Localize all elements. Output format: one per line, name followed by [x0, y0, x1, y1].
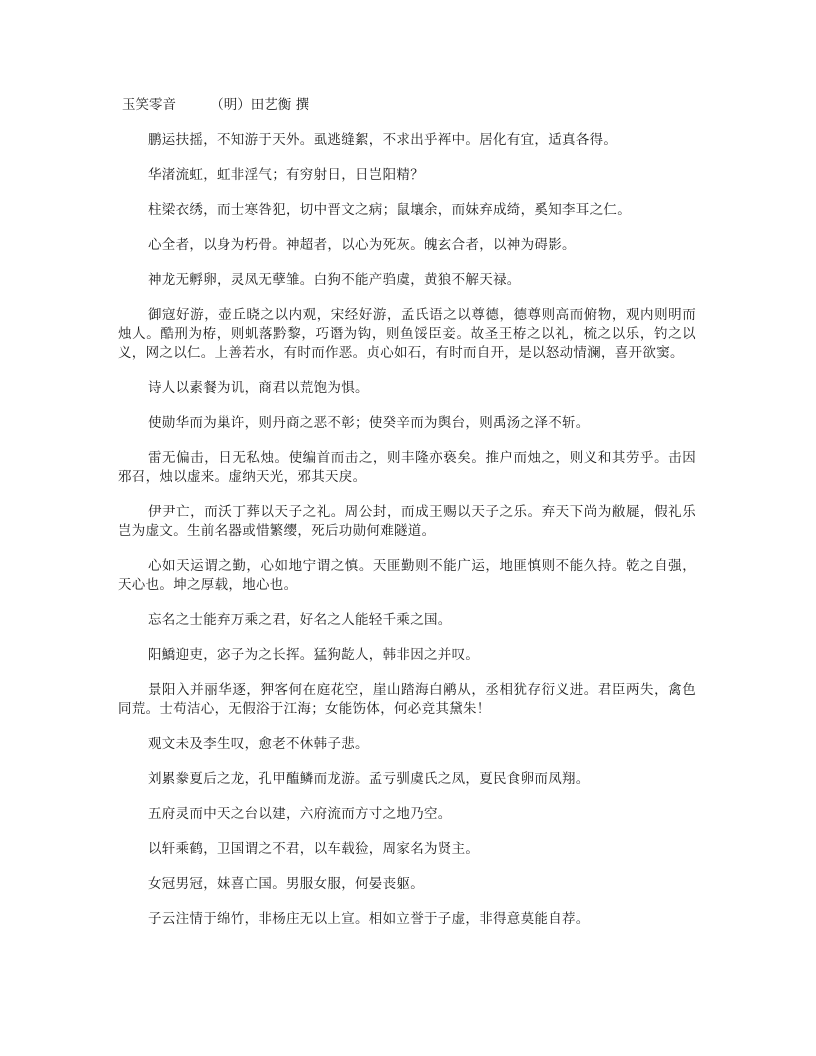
paragraph: 心如天运谓之勤，心如地宁谓之慎。天匪勤则不能广运，地匪慎则不能久持。乾之自强，天心也。坤之厚载，地心也。 [118, 558, 696, 593]
paragraph: 刘累豢夏后之龙，孔甲醢鳞而龙游。孟亏驯虞氏之凤，夏民食卵而凤翔。 [148, 771, 590, 787]
document-page [118, 96, 696, 945]
paragraph: 忘名之士能弃万乘之君，好名之人能轻千乘之国。 [148, 612, 452, 628]
paragraph: 鹏运扶摇，不知游于天外。虱逃缝絮，不求出乎裈中。居化有宜，适真各得。 [148, 132, 618, 148]
paragraph: 神龙无孵卵，灵凤无孽雏。白狗不能产驺虞，黄狼不解天禄。 [148, 272, 521, 288]
paragraph: 观文未及李生叹，愈老不休韩子悲。 [148, 736, 369, 752]
paragraph: 御寇好游，壶丘晓之以内观，宋经好游，孟氏语之以尊德，德尊则高而俯物，观内则明而烛人。酷刑为栫，则虮落黔黎，巧谮为钩，则鱼馁臣妾。故圣王栫之以礼，梳之以乐，钓之以义，网之以仁。上善若水，有时而作恶。贞心如石，有时而自开，是以怒动情澜，喜开欲窦。 [118, 307, 696, 361]
paragraph: 景阳入并丽华逐，狎客何在庭花空，崖山踏海白鹇从，丞相犹存衍义进。君臣两失，禽色同荒。士苟洁心，无假浴于江海；女能饬体，何必竞其黛朱！ [118, 682, 696, 717]
paragraph: 柱梁衣绣，而士寒咎犯，切中晋文之病；鼠壤余，而妹弃成绮，奚知李耳之仁。 [148, 202, 631, 218]
document-title: 玉笑零音 [122, 97, 176, 113]
paragraph: 心全者，以身为朽骨。神超者，以心为死灰。魄玄合者，以神为碍影。 [148, 237, 576, 253]
paragraph: 伊尹亡，而沃丁葬以天子之礼。周公封，而成王赐以天子之乐。弃天下尚为敝屣，假礼乐岂为虚文。生前名器或惜繁缨，死后功勋何难隧道。 [118, 504, 696, 539]
paragraph: 诗人以素餐为讥，商君以荒饱为惧。 [148, 380, 369, 396]
paragraph: 五府灵而中天之台以建，六府流而方寸之地乃空。 [148, 806, 452, 822]
paragraph: 女冠男冠，妺喜亡国。男服女服，何晏丧躯。 [148, 876, 424, 892]
paragraph: 使勋华而为巢许，则丹商之恶不彰；使癸辛而为舆台，则禹汤之泽不斩。 [148, 415, 590, 431]
paragraph: 雷无偏击，日无私烛。使编首而击之，则丰隆亦亵矣。推户而烛之，则义和其劳乎。击因邪召，烛以虚来。虚纳天光，邪其天戾。 [118, 450, 696, 485]
paragraph: 阳鱎迎吏，宓子为之长挥。猛狗龁人，韩非因之并叹。 [148, 647, 480, 663]
title-line [122, 96, 696, 115]
document-author: （明）田艺衡 撰 [210, 97, 310, 113]
paragraph: 子云注情于绵竹，非杨庄无以上宣。相如立誉于子虚，非得意莫能自荐。 [148, 911, 590, 927]
paragraph: 华渚流虹，虹非淫气；有穷射日，日岂阳精？ [148, 167, 424, 183]
paragraph: 以轩乘鹤，卫国谓之不君，以车载猃，周家名为贤主。 [148, 841, 480, 857]
